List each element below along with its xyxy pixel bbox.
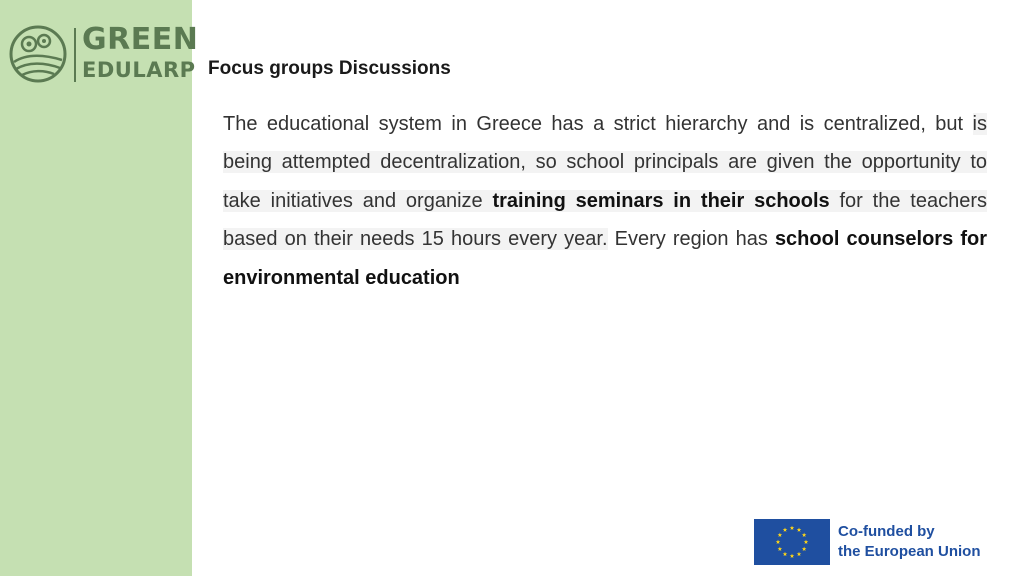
paragraph-segment: The educational system in Greece has a strict hierarchy and is centralized, but	[223, 113, 973, 135]
eu-line-2: the European Union	[838, 543, 981, 560]
eu-flag-icon	[754, 519, 830, 565]
paragraph-segment: is being attempted decentralization, so school principals are given the opportunity to take initiatives and organize	[223, 113, 987, 212]
paragraph-segment: Every region has	[607, 228, 775, 251]
logo-divider	[74, 28, 76, 82]
eu-cofunded-badge	[754, 519, 1004, 565]
logo-text-edularp: EDULARP	[82, 58, 196, 82]
bold-phrase-school-counselors: school counselors for environmental education	[223, 228, 987, 289]
eu-line-1: Co-funded by	[838, 523, 935, 540]
green-edularp-logo	[8, 20, 199, 88]
body-paragraph	[223, 105, 987, 297]
logo-emblem-icon	[8, 24, 68, 84]
logo-text-green: GREEN	[82, 22, 199, 57]
sidebar-panel	[0, 0, 199, 576]
eu-cofunded-text	[838, 522, 981, 562]
slide-title: Focus groups Discussions	[208, 58, 451, 79]
bold-phrase-training-seminars: training seminars in their schools	[492, 189, 830, 212]
paragraph-segment: for the teachers based on their needs 15 hours every year.	[223, 189, 988, 251]
